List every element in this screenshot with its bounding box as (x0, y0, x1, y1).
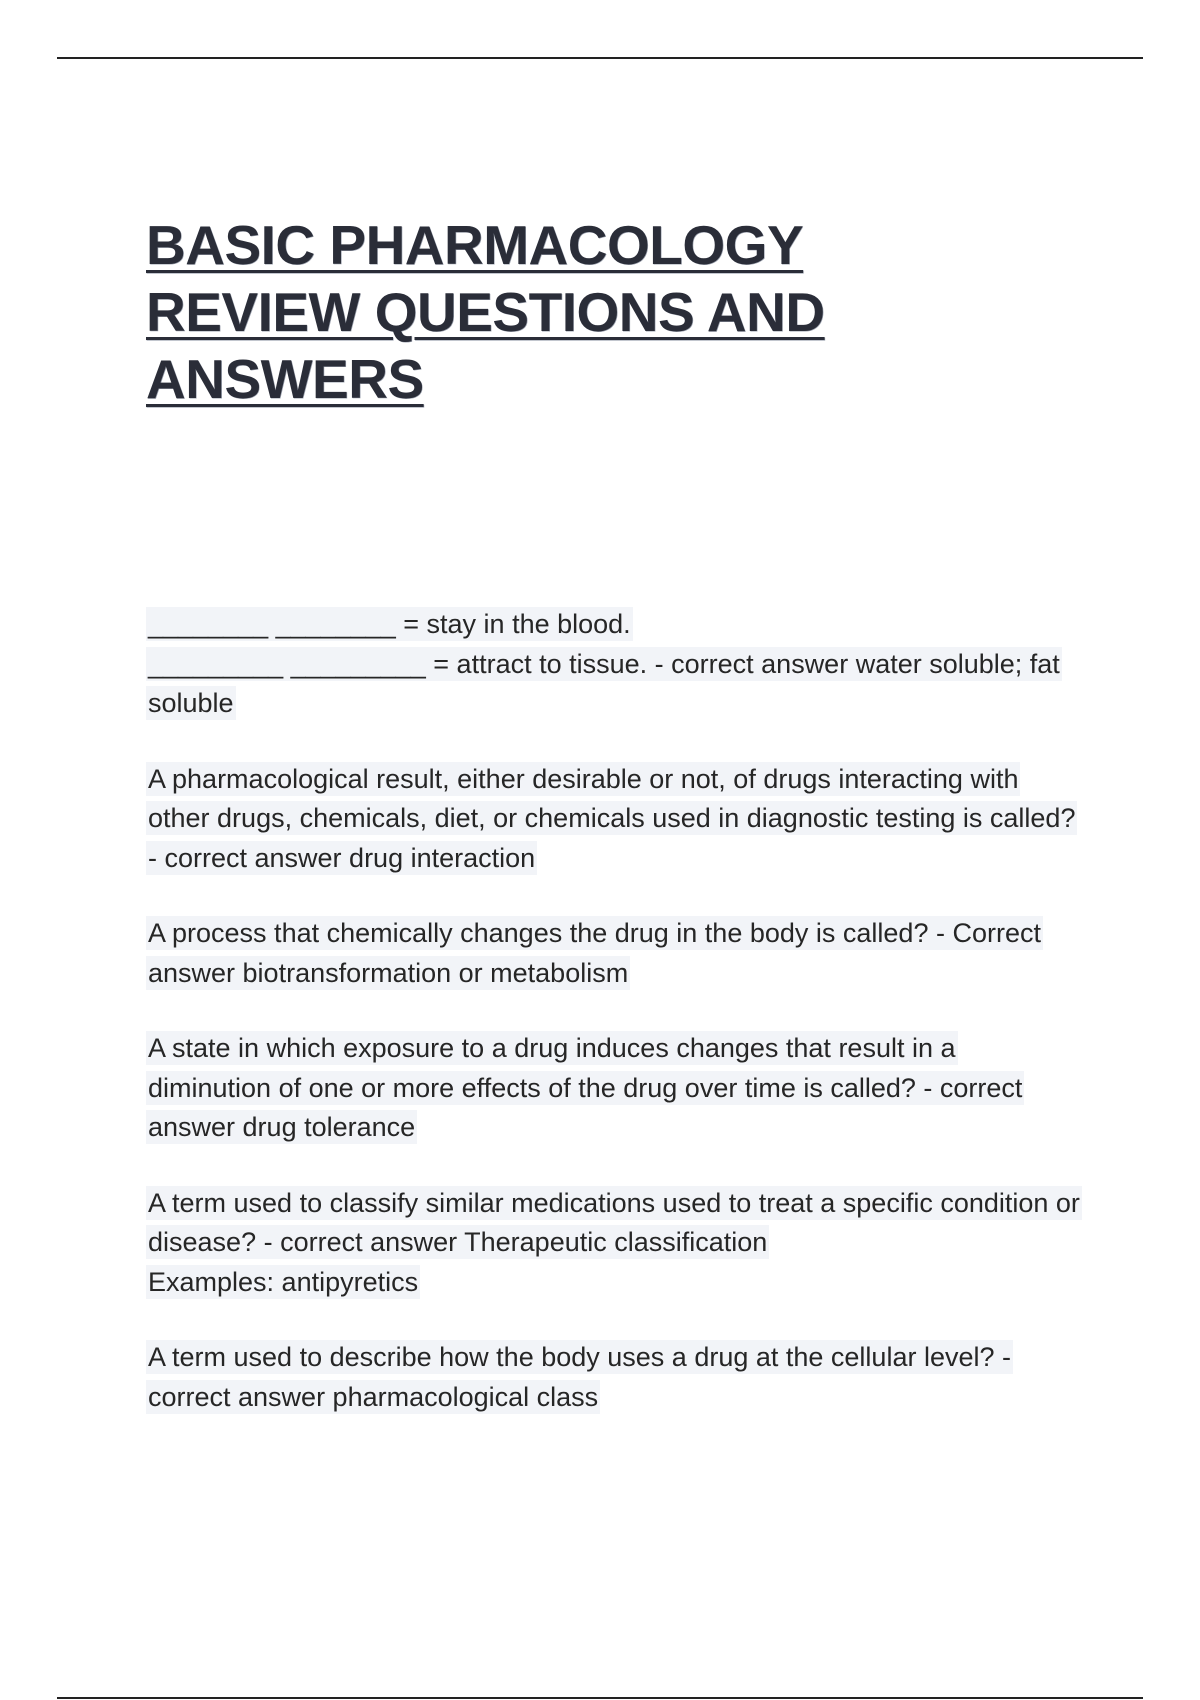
qa-item (146, 1338, 1086, 1417)
qa-item-text: A pharmacological result, either desirable or not, of drugs interacting with other drugs, chemicals, diet, or chemicals used in diagnostic testing is called? - correct answer drug interaction (148, 763, 1076, 873)
qa-item-text: A term used to describe how the body uses a drug at the cellular level? - correct answer pharmacological class (148, 1342, 1011, 1412)
qa-item-text: A state in which exposure to a drug induces changes that result in a diminution of one or more effects of the drug over time is called? - correct answer drug tolerance (148, 1033, 1023, 1142)
qa-item-text: A process that chemically changes the drug in the body is called? - Correct answer biotransformation or metabolism (148, 918, 1041, 988)
top-rule (57, 57, 1143, 59)
qa-item (146, 914, 1086, 993)
qa-item (146, 760, 1086, 879)
qa-item-text: ________ ________ = stay in the blood. _________ _________ = attract to tissue. - correct answer water soluble; fat soluble (148, 609, 1060, 718)
bottom-rule (57, 1697, 1143, 1699)
qa-item-text: A term used to classify similar medications used to treat a specific condition or disease? - correct answer Therapeutic classification Examples: antipyretics (148, 1187, 1080, 1297)
qa-list (146, 605, 1086, 1453)
document-title: BASIC PHARMACOLOGY REVIEW QUESTIONS AND ANSWERS (146, 214, 825, 410)
qa-item (146, 1184, 1086, 1303)
qa-item (146, 605, 1086, 724)
qa-item (146, 1029, 1086, 1148)
